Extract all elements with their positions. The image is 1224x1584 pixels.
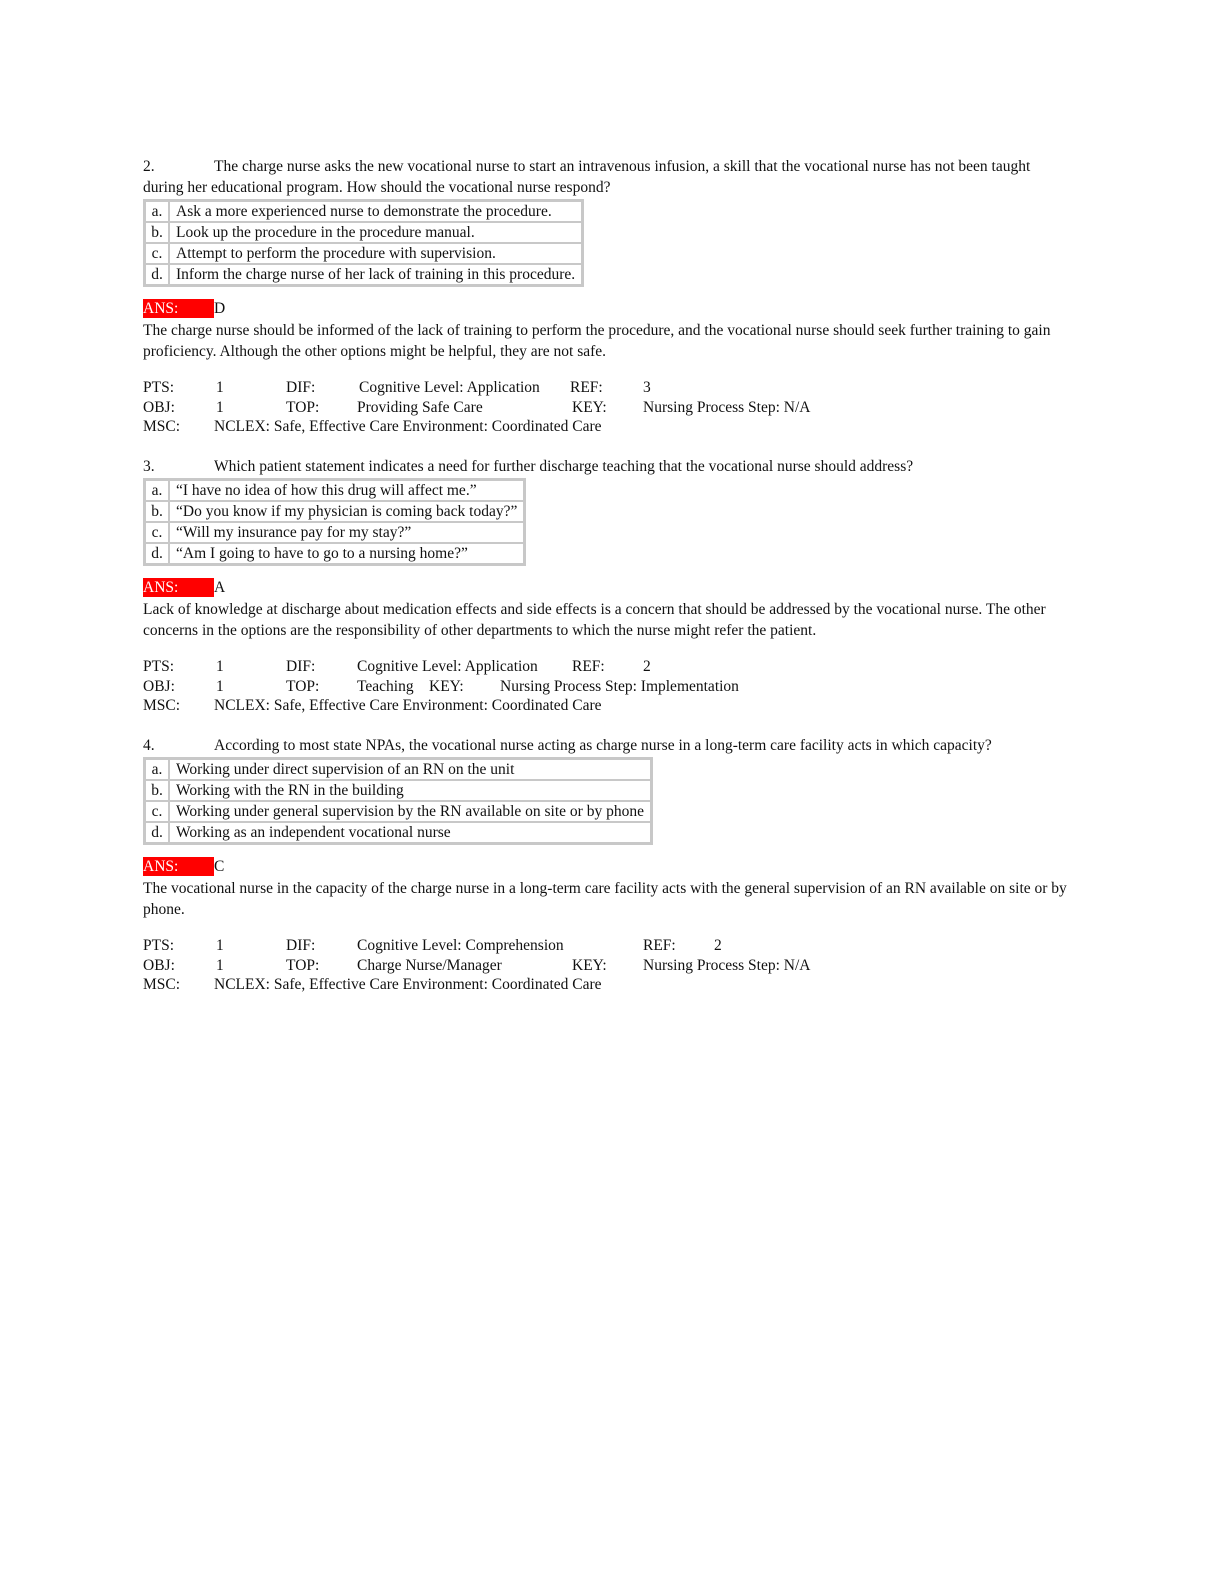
question-stem xyxy=(143,735,1073,756)
ref-value: 3 xyxy=(643,379,651,396)
question-2 xyxy=(143,156,1073,437)
obj-value: 1 xyxy=(216,956,224,974)
question-number: 2. xyxy=(143,158,155,175)
option-row[interactable] xyxy=(145,543,524,564)
pts-value: 1 xyxy=(216,937,224,954)
top-value: Providing Safe Care xyxy=(357,398,483,416)
options-table xyxy=(143,199,584,287)
question-metadata xyxy=(143,657,1073,716)
option-letter: b. xyxy=(145,222,169,243)
option-row[interactable] xyxy=(145,780,651,801)
pts-label: PTS: xyxy=(143,658,175,675)
option-text: “Am I going to have to go to a nursing home?” xyxy=(169,543,524,564)
ref-label: REF: xyxy=(643,937,676,954)
msc-label: MSC: xyxy=(143,418,181,435)
rationale: The vocational nurse in the capacity of the charge nurse in a long-term care facility acts with the general supervision of an RN available on site or by phone. xyxy=(143,880,1067,918)
answer-line xyxy=(143,299,1073,318)
question-4 xyxy=(143,735,1073,995)
option-text: “Will my insurance pay for my stay?” xyxy=(169,522,524,543)
answer-value: C xyxy=(214,858,225,875)
dif-label: DIF: xyxy=(286,937,316,954)
key-value: Nursing Process Step: N/A xyxy=(643,398,811,416)
answer-label: ANS: xyxy=(143,299,214,318)
key-value: Nursing Process Step: Implementation xyxy=(500,677,739,695)
answer-value: A xyxy=(214,579,226,596)
pts-label: PTS: xyxy=(143,379,175,396)
ref-value: 2 xyxy=(643,658,651,675)
option-row[interactable] xyxy=(145,243,582,264)
top-label: TOP: xyxy=(286,956,320,974)
option-text: Working under direct supervision of an RN on the unit xyxy=(169,759,651,780)
obj-value: 1 xyxy=(216,398,224,416)
pts-label: PTS: xyxy=(143,937,175,954)
dif-label: DIF: xyxy=(286,379,316,396)
obj-label: OBJ: xyxy=(143,398,175,416)
top-value: Charge Nurse/Manager xyxy=(357,956,502,974)
question-stem xyxy=(143,156,1073,198)
key-value: Nursing Process Step: N/A xyxy=(643,956,811,974)
answer-value: D xyxy=(214,300,226,317)
option-letter: d. xyxy=(145,822,169,843)
question-number: 4. xyxy=(143,737,155,754)
ref-label: REF: xyxy=(572,658,605,675)
msc-label: MSC: xyxy=(143,976,181,993)
answer-label: ANS: xyxy=(143,578,214,597)
obj-label: OBJ: xyxy=(143,677,175,695)
msc-value: NCLEX: Safe, Effective Care Environment: Coordinated Care xyxy=(214,697,602,714)
rationale: Lack of knowledge at discharge about medication effects and side effects is a concern that should be addressed by the vocational nurse. The other concerns in the options are the responsibility of other departments to which the nurse might refer the patient. xyxy=(143,601,1046,639)
dif-value: Cognitive Level: Application xyxy=(359,379,540,396)
dif-label: DIF: xyxy=(286,658,316,675)
msc-label: MSC: xyxy=(143,697,181,714)
question-metadata xyxy=(143,378,1073,437)
question-metadata xyxy=(143,936,1073,995)
question-stem xyxy=(143,456,1073,477)
pts-value: 1 xyxy=(216,379,224,396)
option-row[interactable] xyxy=(145,480,524,501)
msc-value: NCLEX: Safe, Effective Care Environment: Coordinated Care xyxy=(214,976,602,993)
top-label: TOP: xyxy=(286,398,320,416)
option-text: Working as an independent vocational nurse xyxy=(169,822,651,843)
ref-label: REF: xyxy=(570,379,603,396)
answer-line xyxy=(143,578,1073,597)
option-text: Attempt to perform the procedure with supervision. xyxy=(169,243,582,264)
option-letter: a. xyxy=(145,480,169,501)
top-value: Teaching xyxy=(357,677,414,695)
option-letter: c. xyxy=(145,243,169,264)
option-text: Ask a more experienced nurse to demonstrate the procedure. xyxy=(169,201,582,222)
question-3 xyxy=(143,456,1073,716)
option-letter: d. xyxy=(145,543,169,564)
option-row[interactable] xyxy=(145,501,524,522)
option-letter: d. xyxy=(145,264,169,285)
question-text: According to most state NPAs, the vocational nurse acting as charge nurse in a long-term care facility acts in which capacity? xyxy=(214,737,992,754)
options-table xyxy=(143,478,526,566)
ref-value: 2 xyxy=(714,937,722,954)
question-text: Which patient statement indicates a need for further discharge teaching that the vocational nurse should address? xyxy=(214,458,914,475)
dif-value: Cognitive Level: Comprehension xyxy=(357,937,564,954)
dif-value: Cognitive Level: Application xyxy=(357,658,538,675)
obj-value: 1 xyxy=(216,677,224,695)
msc-value: NCLEX: Safe, Effective Care Environment: Coordinated Care xyxy=(214,418,602,435)
option-row[interactable] xyxy=(145,201,582,222)
obj-label: OBJ: xyxy=(143,956,175,974)
option-text: “Do you know if my physician is coming back today?” xyxy=(169,501,524,522)
key-label: KEY: xyxy=(429,677,464,695)
question-text: The charge nurse asks the new vocational nurse to start an intravenous infusion, a skill that the vocational nurse has not been taught during her educational program. How should the vocational nurse respond? xyxy=(143,158,1031,196)
question-number: 3. xyxy=(143,458,155,475)
option-text: Inform the charge nurse of her lack of training in this procedure. xyxy=(169,264,582,285)
options-table xyxy=(143,757,653,845)
option-row[interactable] xyxy=(145,801,651,822)
option-row[interactable] xyxy=(145,759,651,780)
option-letter: a. xyxy=(145,201,169,222)
top-label: TOP: xyxy=(286,677,320,695)
option-row[interactable] xyxy=(145,822,651,843)
option-text: Look up the procedure in the procedure manual. xyxy=(169,222,582,243)
option-row[interactable] xyxy=(145,522,524,543)
answer-label: ANS: xyxy=(143,857,214,876)
option-text: “I have no idea of how this drug will affect me.” xyxy=(169,480,524,501)
option-text: Working under general supervision by the RN available on site or by phone xyxy=(169,801,651,822)
key-label: KEY: xyxy=(572,956,607,974)
option-letter: b. xyxy=(145,780,169,801)
option-letter: c. xyxy=(145,522,169,543)
option-row[interactable] xyxy=(145,222,582,243)
option-letter: a. xyxy=(145,759,169,780)
key-label: KEY: xyxy=(572,398,607,416)
rationale: The charge nurse should be informed of the lack of training to perform the procedure, and the vocational nurse should seek further training to gain proficiency. Although the other options might be helpful, they are not safe. xyxy=(143,322,1051,360)
pts-value: 1 xyxy=(216,658,224,675)
option-row[interactable] xyxy=(145,264,582,285)
option-letter: c. xyxy=(145,801,169,822)
option-letter: b. xyxy=(145,501,169,522)
option-text: Working with the RN in the building xyxy=(169,780,651,801)
answer-line xyxy=(143,857,1073,876)
